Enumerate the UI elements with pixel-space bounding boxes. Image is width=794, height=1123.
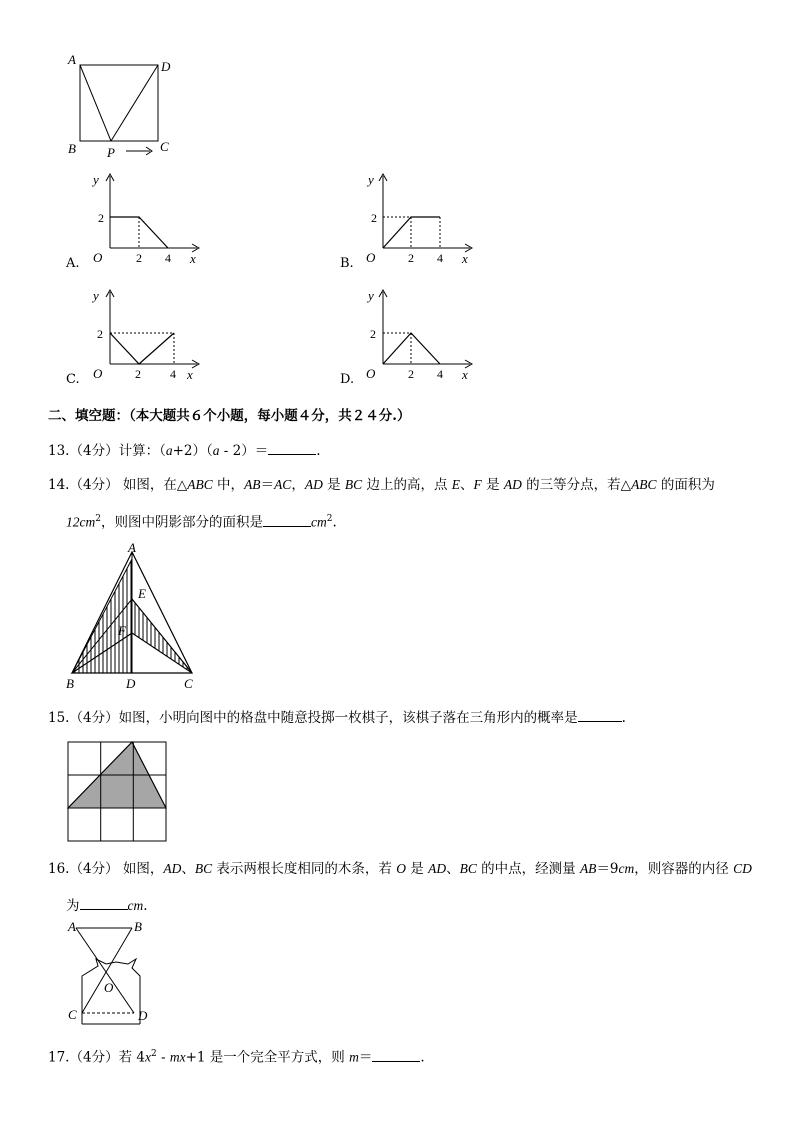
container-figure bbox=[60, 916, 160, 1032]
svg-text:x: x bbox=[462, 251, 468, 266]
svg-text:O: O bbox=[93, 250, 103, 265]
text-run: 如图，在△ bbox=[122, 477, 188, 493]
svg-text:4: 4 bbox=[170, 367, 176, 381]
svg-text:2: 2 bbox=[98, 211, 104, 225]
grid-board-figure bbox=[66, 740, 170, 844]
svg-text:F: F bbox=[118, 623, 126, 638]
svg-text:4: 4 bbox=[437, 251, 443, 265]
text-run: ， bbox=[291, 477, 305, 493]
text-run: AD bbox=[503, 477, 522, 492]
svg-text:O: O bbox=[104, 980, 114, 995]
text-run: 是 bbox=[481, 477, 504, 493]
graph-option-d[interactable] bbox=[358, 284, 478, 384]
svg-text:y: y bbox=[93, 288, 99, 303]
text-run: 、 bbox=[446, 861, 460, 877]
question-15: 15.（4分）如图，小明向图中的格盘中随意投掷一枚棋子，该棋子落在三角形内的概率是 . bbox=[48, 707, 626, 727]
question-13: 13.（4分）计算：（a+2）（a - 2）＝ . bbox=[48, 440, 321, 460]
text-run: ，则容器的内径 bbox=[634, 861, 734, 877]
text-run: ABC bbox=[631, 477, 657, 492]
text-run: 的三等分点，若△ bbox=[521, 477, 632, 493]
svg-text:B: B bbox=[134, 919, 142, 934]
svg-text:2: 2 bbox=[135, 367, 141, 381]
vertex-d-label: D bbox=[161, 59, 171, 74]
option-a-label[interactable]: A. bbox=[66, 256, 80, 271]
svg-text:D: D bbox=[126, 676, 136, 690]
svg-text:y: y bbox=[368, 288, 374, 303]
text-run: E bbox=[451, 477, 461, 492]
svg-text:B: B bbox=[66, 676, 74, 690]
svg-text:2: 2 bbox=[370, 327, 376, 341]
svg-text:x: x bbox=[462, 367, 468, 382]
svg-text:2: 2 bbox=[371, 211, 377, 225]
option-d-label[interactable]: D. bbox=[340, 372, 355, 387]
svg-text:4: 4 bbox=[437, 367, 443, 381]
svg-text:2: 2 bbox=[97, 327, 103, 341]
svg-text:2: 2 bbox=[408, 251, 414, 265]
text-run: cm bbox=[618, 861, 635, 876]
svg-text:C: C bbox=[184, 676, 193, 690]
svg-text:E: E bbox=[138, 586, 146, 601]
text-run: AB bbox=[244, 477, 261, 492]
text-run: BC bbox=[344, 477, 363, 492]
graph-option-a[interactable] bbox=[85, 168, 205, 268]
option-b-label[interactable]: B. bbox=[340, 256, 354, 271]
svg-text:4: 4 bbox=[165, 251, 171, 265]
svg-text:O: O bbox=[366, 366, 376, 381]
section-title: 二、填空题：（本大题共６个小题，每小题４分，共２４分.） bbox=[48, 408, 411, 424]
text-run: F bbox=[473, 477, 482, 492]
svg-text:x: x bbox=[190, 251, 196, 266]
text-run: 是 bbox=[405, 861, 429, 877]
question-16: 16.（4分） 如图，AD、BC 表示两根长度相同的木条，若 O 是 AD、BC 的中点，经测量 AB＝9cm，则容器的内径 CD bbox=[48, 861, 752, 877]
triangle-figure bbox=[62, 540, 212, 690]
text-run: 、 bbox=[181, 861, 195, 877]
svg-text:y: y bbox=[368, 172, 374, 187]
text-run: 表示两根长度相同的木条，若 bbox=[212, 861, 397, 877]
question-16-line2: 为 cm. bbox=[66, 895, 148, 915]
point-p-label: P bbox=[107, 145, 115, 160]
text-run: 如图， bbox=[122, 861, 164, 877]
option-c-label[interactable]: C. bbox=[66, 372, 80, 387]
vertex-a-label: A bbox=[68, 52, 76, 67]
question-17: 17.（4分）若 $4x^2 - mx+1$ 是一个完全平方式，则 m＝ . bbox=[48, 1045, 425, 1067]
question-14: 14.（4分） 如图，在△ABC 中，AB＝AC，AD 是 BC 边上的高，点 E、F 是 AD 的三等分点，若△ABC 的面积为 bbox=[48, 477, 715, 493]
answer-blank-17[interactable] bbox=[372, 1047, 420, 1062]
question-14-line2: $12cm^2$，则图中阴影部分的面积是 $cm^2$. bbox=[66, 510, 337, 532]
svg-text:O: O bbox=[93, 366, 103, 381]
svg-text:y: y bbox=[93, 172, 99, 187]
answer-blank-14[interactable] bbox=[263, 512, 311, 527]
text-run: 、 bbox=[460, 477, 474, 493]
graph-option-c[interactable] bbox=[85, 284, 205, 384]
svg-text:2: 2 bbox=[136, 251, 142, 265]
text-run: 的中点，经测量 bbox=[476, 861, 580, 877]
square-figure bbox=[60, 50, 190, 165]
text-run: 边上的高，点 bbox=[362, 477, 452, 493]
text-run: AD bbox=[304, 477, 323, 492]
svg-text:A: A bbox=[128, 540, 136, 555]
svg-text:O: O bbox=[366, 250, 376, 265]
text-run: CD bbox=[733, 861, 752, 876]
text-run: ＝ bbox=[260, 477, 275, 493]
answer-blank-13[interactable] bbox=[268, 440, 316, 455]
text-run: AD bbox=[428, 861, 447, 876]
answer-blank-15[interactable] bbox=[578, 707, 622, 722]
svg-text:C: C bbox=[68, 1007, 77, 1022]
text-run: 的面积为 bbox=[656, 477, 715, 493]
graph-option-b[interactable] bbox=[358, 168, 478, 268]
text-run: BC bbox=[459, 861, 477, 876]
text-run: BC bbox=[194, 861, 213, 876]
svg-text:D: D bbox=[138, 1008, 148, 1023]
svg-text:2: 2 bbox=[408, 367, 414, 381]
vertex-c-label: C bbox=[160, 139, 169, 154]
text-run: AC bbox=[274, 477, 292, 492]
svg-text:x: x bbox=[187, 367, 193, 382]
text-run: ABC bbox=[187, 477, 213, 492]
text-run: ＝9 bbox=[596, 861, 619, 877]
text-run: O bbox=[396, 861, 406, 876]
svg-text:A: A bbox=[68, 919, 76, 934]
text-run: AB bbox=[579, 861, 597, 876]
text-run: 中， bbox=[212, 477, 245, 493]
text-run: 是 bbox=[322, 477, 345, 493]
vertex-b-label: B bbox=[68, 141, 76, 156]
text-run: AD bbox=[163, 861, 182, 876]
answer-blank-16[interactable] bbox=[80, 895, 128, 910]
